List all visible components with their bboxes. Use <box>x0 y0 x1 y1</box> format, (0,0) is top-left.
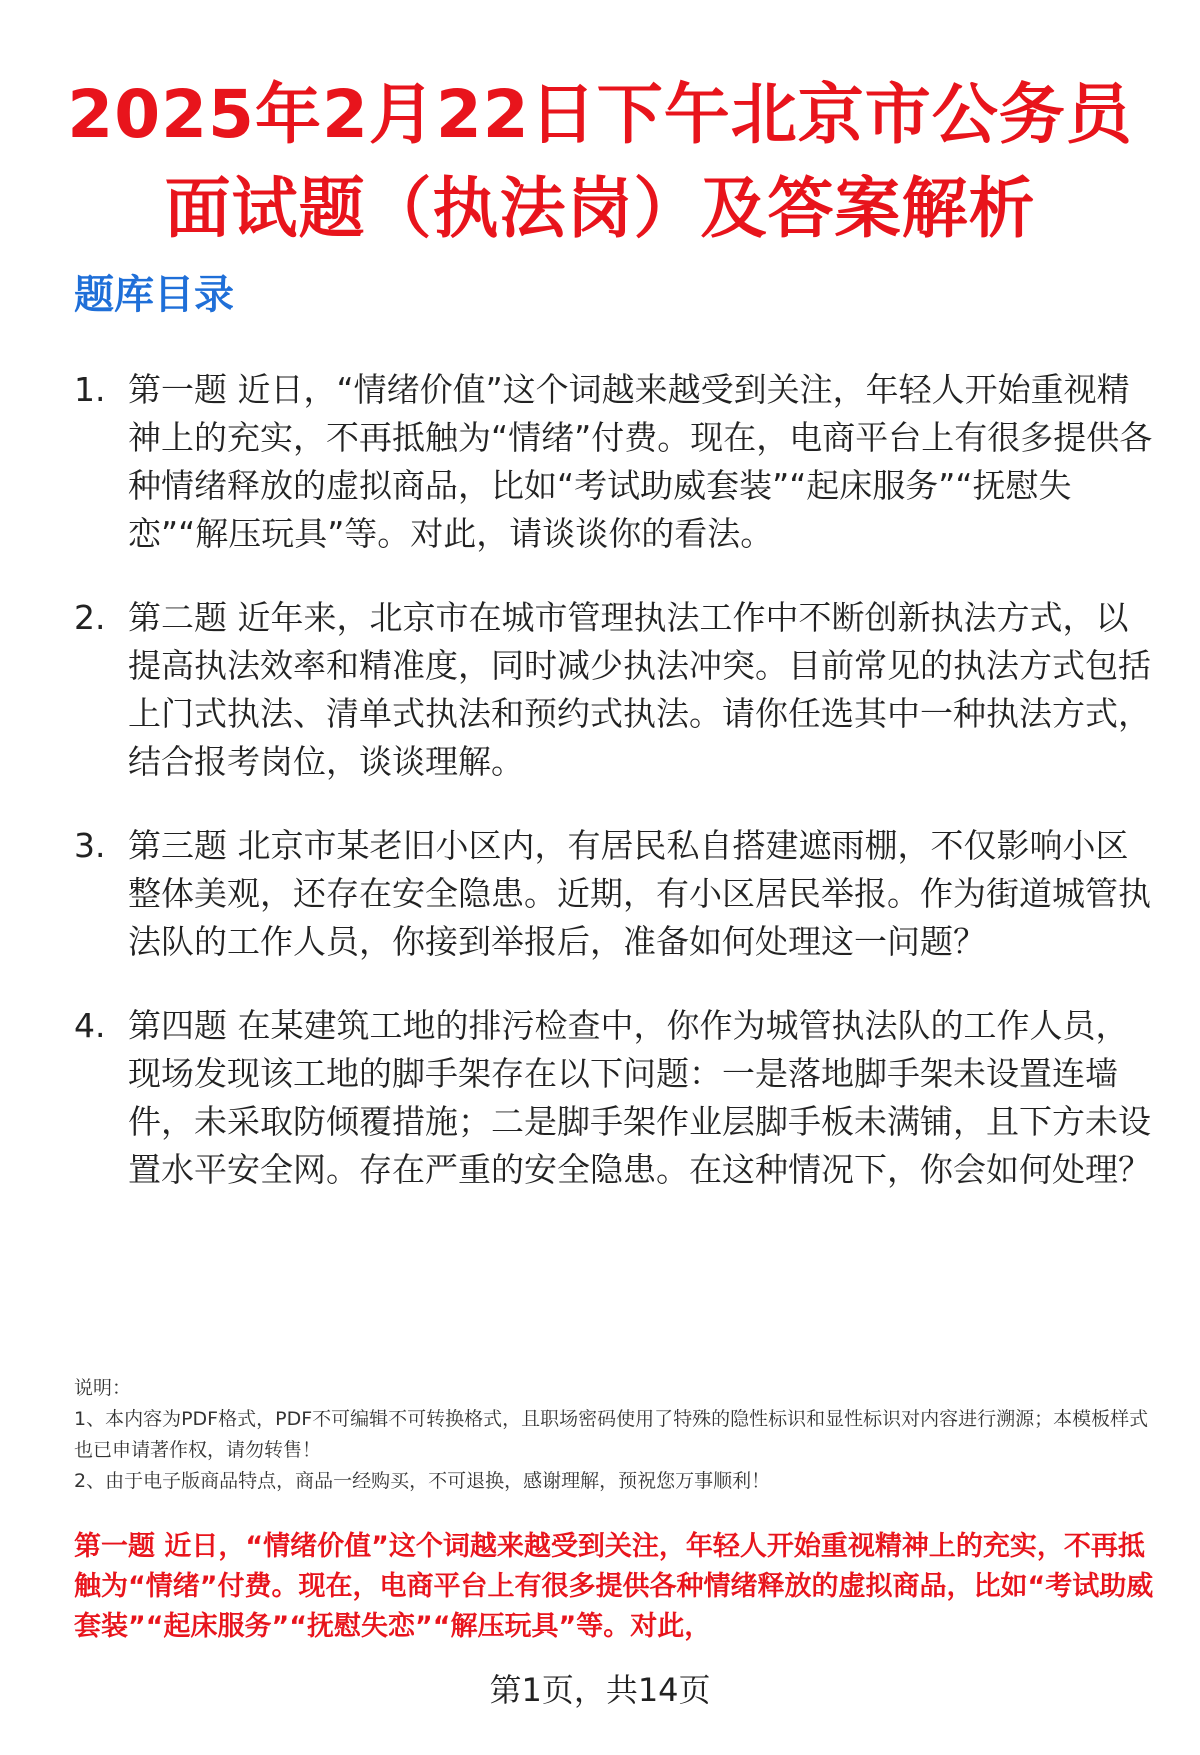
question-text: 第四题 在某建筑工地的排污检查中，你作为城管执法队的工作人员，现场发现该工地的脚手架存在以下问题：一是落地脚手架未设置连墙件，未采取防倾覆措施；二是脚手架作业层脚手板未满铺，且下方未设置水平安全网。存在严重的安全隐患。在这种情况下，你会如何处理？ <box>128 1006 1151 1189</box>
notes-section <box>74 1373 1154 1497</box>
question-text: 第一题 近日，“情绪价值”这个词越来越受到关注，年轻人开始重视精神上的充实，不再抵触为“情绪”付费。现在，电商平台上有很多提供各种情绪释放的虚拟商品，比如“考试助威套装”“起床服务”“抚慰失恋”“解压玩具”等。对此，请谈谈你的看法。 <box>128 370 1153 553</box>
question-item-3 <box>74 822 1154 966</box>
title-line-2: 面试题（执法岗）及答案解析 <box>164 170 1036 247</box>
notes-line-2: 2、由于电子版商品特点，商品一经购买，不可退换，感谢理解，预祝您万事顺利！ <box>74 1470 771 1492</box>
question-list <box>74 366 1154 1230</box>
notes-line-1: 1、本内容为PDF格式，PDF不可编辑不可转换格式，且职场密码使用了特殊的隐性标识和显性标识对内容进行溯源；本模板样式也已申请著作权，请勿转售！ <box>74 1408 1149 1461</box>
document-title <box>60 68 1140 256</box>
question-text: 第二题 近年来，北京市在城市管理执法工作中不断创新执法方式，以提高执法效率和精准度，同时减少执法冲突。目前常见的执法方式包括上门式执法、清单式执法和预约式执法。请你任选其中一种执法方式，结合报考岗位，谈谈理解。 <box>128 598 1151 781</box>
page-footer: 第1页，共14页 <box>489 1671 711 1709</box>
notes-heading: 说明： <box>74 1377 132 1399</box>
question-number: 1. <box>74 370 106 409</box>
question-number: 3. <box>74 826 106 865</box>
toc-heading: 题库目录 <box>74 272 234 318</box>
answer-question-heading: 第一题 近日，“情绪价值”这个词越来越受到关注，年轻人开始重视精神上的充实，不再抵触为“情绪”付费。现在，电商平台上有很多提供各种情绪释放的虚拟商品，比如“考试助威套装”“起床服务”“抚慰失恋”“解压玩具”等。对此， <box>74 1531 1154 1642</box>
question-number: 4. <box>74 1006 106 1045</box>
question-number: 2. <box>74 598 106 637</box>
question-item-1 <box>74 366 1154 558</box>
title-line-1: 2025年2月22日下午北京市公务员 <box>67 76 1133 153</box>
question-text: 第三题 北京市某老旧小区内，有居民私自搭建遮雨棚，不仅影响小区整体美观，还存在安全隐患。近期，有小区居民举报。作为街道城管执法队的工作人员，你接到举报后，准备如何处理这一问题？ <box>128 826 1151 961</box>
question-item-2 <box>74 594 1154 786</box>
question-item-4 <box>74 1002 1154 1194</box>
